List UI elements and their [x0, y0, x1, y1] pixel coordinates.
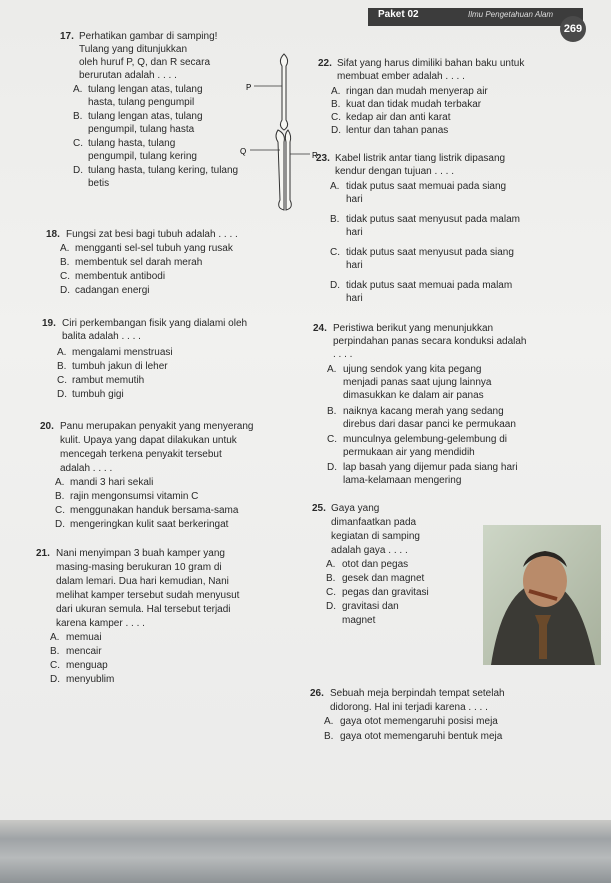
- q17-opt-b-1: tulang lengan atas, tulang: [88, 111, 203, 122]
- q17-opt-a-1: tulang lengan atas, tulang: [88, 84, 203, 95]
- q26-stem-1: Sebuah meja berpindah tempat setelah: [330, 688, 505, 699]
- q20-opt-c-letter: C.: [55, 505, 65, 516]
- q17-opt-d-letter: D.: [73, 165, 83, 176]
- q26-opt-b-letter: B.: [324, 731, 334, 742]
- q22-opt-b: kuat dan tidak mudah terbakar: [346, 99, 482, 110]
- q23-opt-d-1: tidak putus saat memuai pada malam: [346, 280, 513, 291]
- q25-stem-4: adalah gaya . . . .: [331, 545, 408, 556]
- q25-opt-c: pegas dan gravitasi: [342, 587, 429, 598]
- q17-opt-b-2: pengumpil, tulang hasta: [88, 124, 195, 135]
- q21-stem-3: dalam lemari. Dua hari kemudian, Nani: [56, 576, 229, 587]
- q24-opt-d-2: lama-kelamaan mengering: [343, 475, 462, 486]
- arm-bones-diagram: [240, 50, 320, 220]
- q19-stem-2: balita adalah . . . .: [62, 331, 141, 342]
- q23-opt-d-2: hari: [346, 293, 363, 304]
- q24-opt-b-2: direbus dari dasar panci ke permukaan: [343, 419, 516, 430]
- q18-opt-a-letter: A.: [60, 243, 70, 254]
- q21-stem-1: Nani menyimpan 3 buah kamper yang: [56, 548, 225, 559]
- q24-opt-c-1: munculnya gelembung-gelembung di: [343, 434, 507, 445]
- q18-opt-c: membentuk antibodi: [75, 271, 166, 282]
- q17-stem-3: oleh huruf P, Q, dan R secara: [79, 57, 211, 68]
- q19-number: 19.: [42, 318, 56, 329]
- q23-opt-b-2: hari: [346, 227, 363, 238]
- q25-opt-d-2: magnet: [342, 615, 376, 626]
- q20-stem-4: adalah . . . .: [60, 463, 113, 474]
- q23-opt-a-letter: A.: [330, 181, 340, 192]
- q19-opt-b: tumbuh jakun di leher: [72, 361, 168, 372]
- page-number: 269: [560, 16, 586, 42]
- q20-number: 20.: [40, 421, 54, 432]
- q22-stem-1: Sifat yang harus dimiliki bahan baku untuk: [337, 58, 525, 69]
- q23-opt-d-letter: D.: [330, 280, 340, 291]
- q17-opt-b-letter: B.: [73, 111, 83, 122]
- q19-opt-d-letter: D.: [57, 389, 67, 400]
- q18-opt-b-letter: B.: [60, 257, 70, 268]
- q22-opt-d-letter: D.: [331, 125, 341, 136]
- q17-stem-1: Perhatikan gambar di samping!: [79, 31, 218, 42]
- q22-opt-a: ringan dan mudah menyerap air: [346, 86, 488, 97]
- q19-opt-c-letter: C.: [57, 375, 67, 386]
- q26-opt-a-letter: A.: [324, 716, 334, 727]
- label-q: Q: [240, 147, 247, 156]
- q24-opt-b-1: naiknya kacang merah yang sedang: [343, 406, 504, 417]
- q26-opt-a: gaya otot memengaruhi posisi meja: [340, 716, 498, 727]
- q18-opt-a: mengganti sel-sel tubuh yang rusak: [75, 243, 233, 254]
- q22-number: 22.: [318, 58, 332, 69]
- q21-opt-b: mencair: [66, 646, 102, 657]
- q26-stem-2: didorong. Hal ini terjadi karena . . . .: [330, 702, 488, 713]
- q26-opt-b: gaya otot memengaruhi bentuk meja: [340, 731, 503, 742]
- q20-opt-a: mandi 3 hari sekali: [70, 477, 154, 488]
- q23-opt-c-1: tidak putus saat menyusut pada siang: [346, 247, 514, 258]
- q22-opt-c: kedap air dan anti karat: [346, 112, 451, 123]
- q24-stem-1: Peristiwa berikut yang menunjukkan: [333, 323, 494, 334]
- q24-opt-a-letter: A.: [327, 364, 337, 375]
- q17-opt-d-1: tulang hasta, tulang kering, tulang: [88, 165, 239, 176]
- q24-opt-a-3: dimasukkan ke dalam air panas: [343, 390, 484, 401]
- q21-opt-b-letter: B.: [50, 646, 60, 657]
- q21-opt-d: menyublim: [66, 674, 115, 685]
- q21-stem-5: dari ukuran semula. Hal tersebut terjadi: [56, 604, 231, 615]
- q25-opt-a: otot dan pegas: [342, 559, 409, 570]
- q21-opt-c-letter: C.: [50, 660, 60, 671]
- q21-opt-a-letter: A.: [50, 632, 60, 643]
- q23-opt-a-2: hari: [346, 194, 363, 205]
- q23-opt-c-2: hari: [346, 260, 363, 271]
- q24-opt-c-letter: C.: [327, 434, 337, 445]
- q17-opt-a-2: hasta, tulang pengumpil: [88, 97, 195, 108]
- q25-opt-b-letter: B.: [326, 573, 336, 584]
- q23-opt-c-letter: C.: [330, 247, 340, 258]
- q19-opt-b-letter: B.: [57, 361, 67, 372]
- q18-opt-d: cadangan energi: [75, 285, 150, 296]
- q25-opt-d-letter: D.: [326, 601, 336, 612]
- q18-number: 18.: [46, 229, 60, 240]
- label-r: R: [312, 151, 318, 160]
- label-p: P: [246, 83, 252, 92]
- q20-opt-a-letter: A.: [55, 477, 65, 488]
- q17-opt-c-2: pengumpil, tulang kering: [88, 151, 197, 162]
- slingshot-photo: [483, 525, 601, 665]
- q22-opt-b-letter: B.: [331, 99, 341, 110]
- q25-opt-d-1: gravitasi dan: [342, 601, 399, 612]
- q21-number: 21.: [36, 548, 50, 559]
- q19-opt-c: rambut memutih: [72, 375, 145, 386]
- q21-stem-4: melihat kamper tersebut sudah menyusut: [56, 590, 240, 601]
- q20-opt-d: mengeringkan kulit saat berkeringat: [70, 519, 229, 530]
- q25-opt-c-letter: C.: [326, 587, 336, 598]
- q23-number: 23.: [316, 153, 330, 164]
- q17-opt-d-2: betis: [88, 178, 110, 189]
- q24-opt-c-2: permukaan air yang mendidih: [343, 447, 475, 458]
- q17-opt-a-letter: A.: [73, 84, 83, 95]
- q25-stem-3: kegiatan di samping: [331, 531, 420, 542]
- q22-stem-2: membuat ember adalah . . . .: [337, 71, 465, 82]
- q23-opt-a-1: tidak putus saat memuai pada siang: [346, 181, 507, 192]
- header-subject: Ilmu Pengetahuan Alam: [468, 10, 554, 19]
- q20-stem-1: Panu merupakan penyakit yang menyerang: [60, 421, 254, 432]
- q22-opt-c-letter: C.: [331, 112, 341, 123]
- q17-opt-c-1: tulang hasta, tulang: [88, 138, 176, 149]
- q17-opt-c-letter: C.: [73, 138, 83, 149]
- q23-opt-b-letter: B.: [330, 214, 340, 225]
- q24-opt-a-1: ujung sendok yang kita pegang: [343, 364, 482, 375]
- q18-stem: Fungsi zat besi bagi tubuh adalah . . . .: [66, 229, 238, 240]
- q25-stem-2: dimanfaatkan pada: [331, 517, 417, 528]
- q25-opt-a-letter: A.: [326, 559, 336, 570]
- q24-stem-3: . . . .: [333, 349, 353, 360]
- q23-opt-b-1: tidak putus saat menyusut pada malam: [346, 214, 520, 225]
- q25-number: 25.: [312, 503, 326, 514]
- q21-opt-a: memuai: [66, 632, 102, 643]
- q23-stem-2: kendur dengan tujuan . . . .: [335, 166, 454, 177]
- q21-stem-6: karena kamper . . . .: [56, 618, 145, 629]
- q19-opt-d: tumbuh gigi: [72, 389, 124, 400]
- q21-opt-c: menguap: [66, 660, 108, 671]
- q20-opt-c: menggunakan handuk bersama-sama: [70, 505, 239, 516]
- q18-opt-c-letter: C.: [60, 271, 70, 282]
- q24-opt-b-letter: B.: [327, 406, 337, 417]
- q19-stem-1: Ciri perkembangan fisik yang dialami oleh: [62, 318, 248, 329]
- q19-opt-a-letter: A.: [57, 347, 67, 358]
- q20-opt-b: rajin mengonsumsi vitamin C: [70, 491, 199, 502]
- desk-surface: [0, 820, 611, 883]
- q18-opt-b: membentuk sel darah merah: [75, 257, 203, 268]
- q22-opt-d: lentur dan tahan panas: [346, 125, 449, 136]
- q20-opt-d-letter: D.: [55, 519, 65, 530]
- q18-opt-d-letter: D.: [60, 285, 70, 296]
- q17-stem-2: Tulang yang ditunjukkan: [79, 44, 188, 55]
- q24-stem-2: perpindahan panas secara konduksi adalah: [333, 336, 527, 347]
- q17-stem-4: berurutan adalah . . . .: [79, 70, 177, 81]
- q25-stem-1: Gaya yang: [331, 503, 380, 514]
- q22-opt-a-letter: A.: [331, 86, 341, 97]
- q24-number: 24.: [313, 323, 327, 334]
- q17-number: 17.: [60, 31, 74, 42]
- q21-stem-2: masing-masing berukuran 10 gram di: [56, 562, 222, 573]
- q20-opt-b-letter: B.: [55, 491, 65, 502]
- q24-opt-d-1: lap basah yang dijemur pada siang hari: [343, 462, 518, 473]
- q19-opt-a: mengalami menstruasi: [72, 347, 173, 358]
- q24-opt-a-2: menjadi panas saat ujung lainnya: [343, 377, 492, 388]
- q25-opt-b: gesek dan magnet: [342, 573, 425, 584]
- header-paket: Paket 02: [378, 9, 419, 20]
- q24-opt-d-letter: D.: [327, 462, 337, 473]
- q21-opt-d-letter: D.: [50, 674, 60, 685]
- q23-stem-1: Kabel listrik antar tiang listrik dipasang: [335, 153, 506, 164]
- q20-stem-3: mencegah terkena penyakit tersebut: [60, 449, 222, 460]
- q20-stem-2: kulit. Upaya yang dapat dilakukan untuk: [60, 435, 237, 446]
- q26-number: 26.: [310, 688, 324, 699]
